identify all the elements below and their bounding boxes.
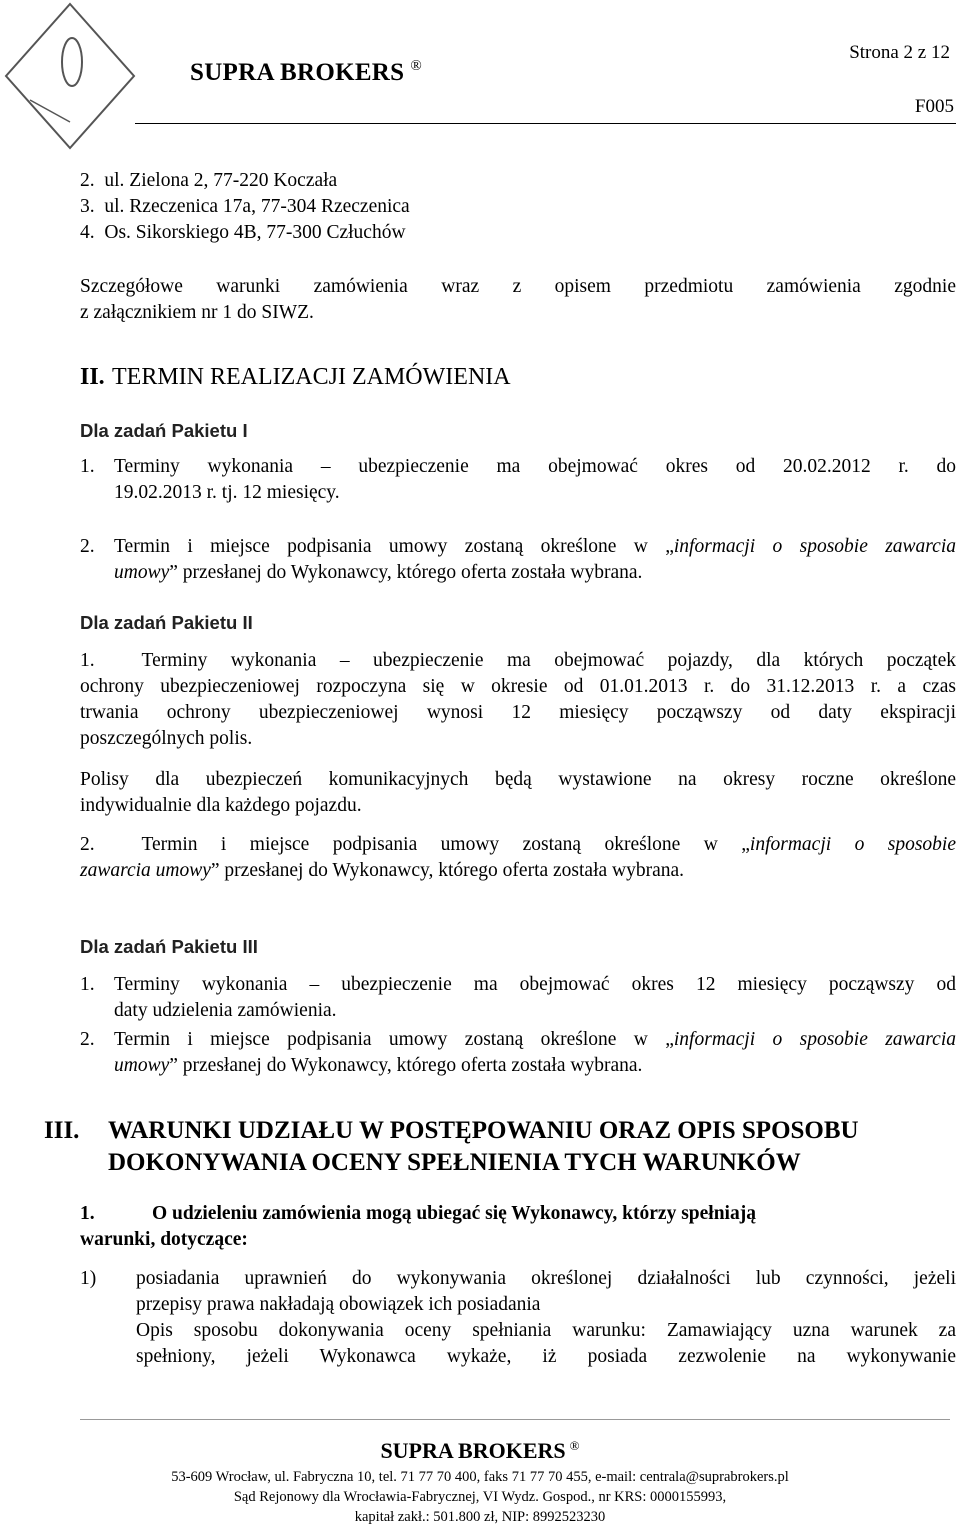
page-number: Strona 2 z 12	[849, 42, 950, 63]
package-3-item-2-line: Termin i miejsce podpisania umowy zostaną określone w „informacji o sposobie zawarcia	[114, 1029, 956, 1050]
header-brand: SUPRA BROKERS ®	[190, 58, 423, 86]
package-1-item-1-line: 19.02.2013 r. tj. 12 miesięcy.	[114, 482, 340, 503]
package-2-item-2-line: zawarcia umowy” przesłanej do Wykonawcy, którego oferta została wybrana.	[80, 860, 685, 881]
package-3-item-1-line: Terminy wykonania – ubezpieczenie ma obejmować okres 12 miesięcy począwszy od	[114, 974, 956, 995]
section-3-title: DOKONYWANIA OCENY SPEŁNIENIA TYCH WARUNKÓW	[108, 1149, 801, 1176]
header-divider	[135, 123, 956, 124]
package-2-policy-line: Polisy dla ubezpieczeń komunikacyjnych będą wystawione na okresy roczne określone	[80, 769, 956, 790]
section-2-number: II.	[80, 364, 105, 390]
package-2-item-1-line: trwania ochrony ubezpieczeniowej wynosi 12 miesięcy począwszy od daty ekspiracji	[80, 702, 956, 723]
package-2-heading: Dla zadań Pakietu II	[80, 612, 253, 633]
section-3-title: WARUNKI UDZIAŁU W POSTĘPOWANIU ORAZ OPIS SPOSOBU	[108, 1117, 859, 1144]
footer-divider	[80, 1419, 950, 1420]
section-2-title: TERMIN REALIZACJI ZAMÓWIENIA	[112, 364, 511, 390]
registered-mark: ®	[410, 58, 423, 74]
package-1-item-1-line: Terminy wykonania – ubezpieczenie ma obejmować okres od 20.02.2012 r. do	[114, 456, 956, 477]
company-logo-icon	[0, 0, 140, 150]
package-3-item-1-number: 1.	[80, 974, 95, 995]
section-3-number: III.	[44, 1117, 80, 1144]
package-2-item-1-line: poszczególnych polis.	[80, 728, 253, 749]
package-1-item-2-line: Termin i miejsce podpisania umowy zostaną określone w „informacji o sposobie zawarcia	[114, 536, 956, 557]
footer-address: 53-609 Wrocław, ul. Fabryczna 10, tel. 71 77 70 400, faks 71 77 70 455, e-mail: centrala@suprabrokers.pl	[171, 1469, 789, 1485]
form-code: F005	[914, 96, 954, 117]
footer-brand: SUPRA BROKERS ®	[380, 1438, 580, 1463]
details-paragraph-line: Szczegółowe warunki zamówienia wraz z opisem przedmiotu zamówienia zgodnie	[80, 276, 956, 297]
registered-mark: ®	[569, 1438, 580, 1453]
package-3-heading: Dla zadań Pakietu III	[80, 936, 258, 957]
details-paragraph-line: z załącznikiem nr 1 do SIWZ.	[80, 302, 314, 323]
package-1-item-1-number: 1.	[80, 456, 95, 477]
package-2-item-2-line: 2. Termin i miejsce podpisania umowy zostaną określone w „informacji o sposobie	[80, 834, 957, 855]
package-3-item-2-line: umowy” przesłanej do Wykonawcy, którego oferta została wybrana.	[114, 1055, 643, 1076]
address-item: 2. ul. Zielona 2, 77-220 Koczała	[80, 170, 338, 191]
condition-1-number: 1)	[80, 1268, 97, 1289]
condition-1-line: posiadania uprawnień do wykonywania określonej działalności lub czynności, jeżeli	[136, 1268, 956, 1289]
section-3-sub-1-line: O udzieleniu zamówienia mogą ubiegać się Wykonawcy, którzy spełniają	[152, 1203, 756, 1224]
package-2-item-1-line: 1. Terminy wykonania – ubezpieczenie ma obejmować pojazdy, dla których początek	[80, 650, 956, 671]
section-3-sub-1-line: warunki, dotyczące:	[80, 1229, 248, 1250]
package-3-item-2-number: 2.	[80, 1029, 95, 1050]
package-1-item-2-line: umowy” przesłanej do Wykonawcy, którego oferta została wybrana.	[114, 562, 643, 583]
section-3-sub-1-number: 1.	[80, 1203, 95, 1224]
package-2-item-1-line: ochrony ubezpieczeniowej rozpoczyna się w okresie od 01.01.2013 r. do 31.12.2013 r. a czas	[80, 676, 956, 697]
address-item: 3. ul. Rzeczenica 17a, 77-304 Rzeczenica	[80, 196, 410, 217]
footer-capital: kapitał zakł.: 501.800 zł, NIP: 8992523230	[354, 1509, 606, 1525]
package-1-item-2-number: 2.	[80, 536, 95, 557]
address-item: 4. Os. Sikorskiego 4B, 77-300 Człuchów	[80, 222, 406, 243]
package-3-item-1-line: daty udzielenia zamówienia.	[114, 1000, 337, 1021]
package-2-policy-line: indywidualnie dla każdego pojazdu.	[80, 795, 362, 816]
condition-1-line: przepisy prawa nakładają obowiązek ich posiadania	[136, 1294, 541, 1315]
condition-1-line: spełniony, jeżeli Wykonawca wykaże, iż posiada zezwolenie na wykonywanie	[136, 1346, 956, 1367]
footer-court: Sąd Rejonowy dla Wrocławia-Fabrycznej, VI Wydz. Gospod., nr KRS: 0000155993,	[233, 1489, 727, 1505]
package-1-heading: Dla zadań Pakietu I	[80, 420, 248, 441]
condition-1-line: Opis sposobu dokonywania oceny spełniania warunku: Zamawiający uzna warunek za	[136, 1320, 956, 1341]
